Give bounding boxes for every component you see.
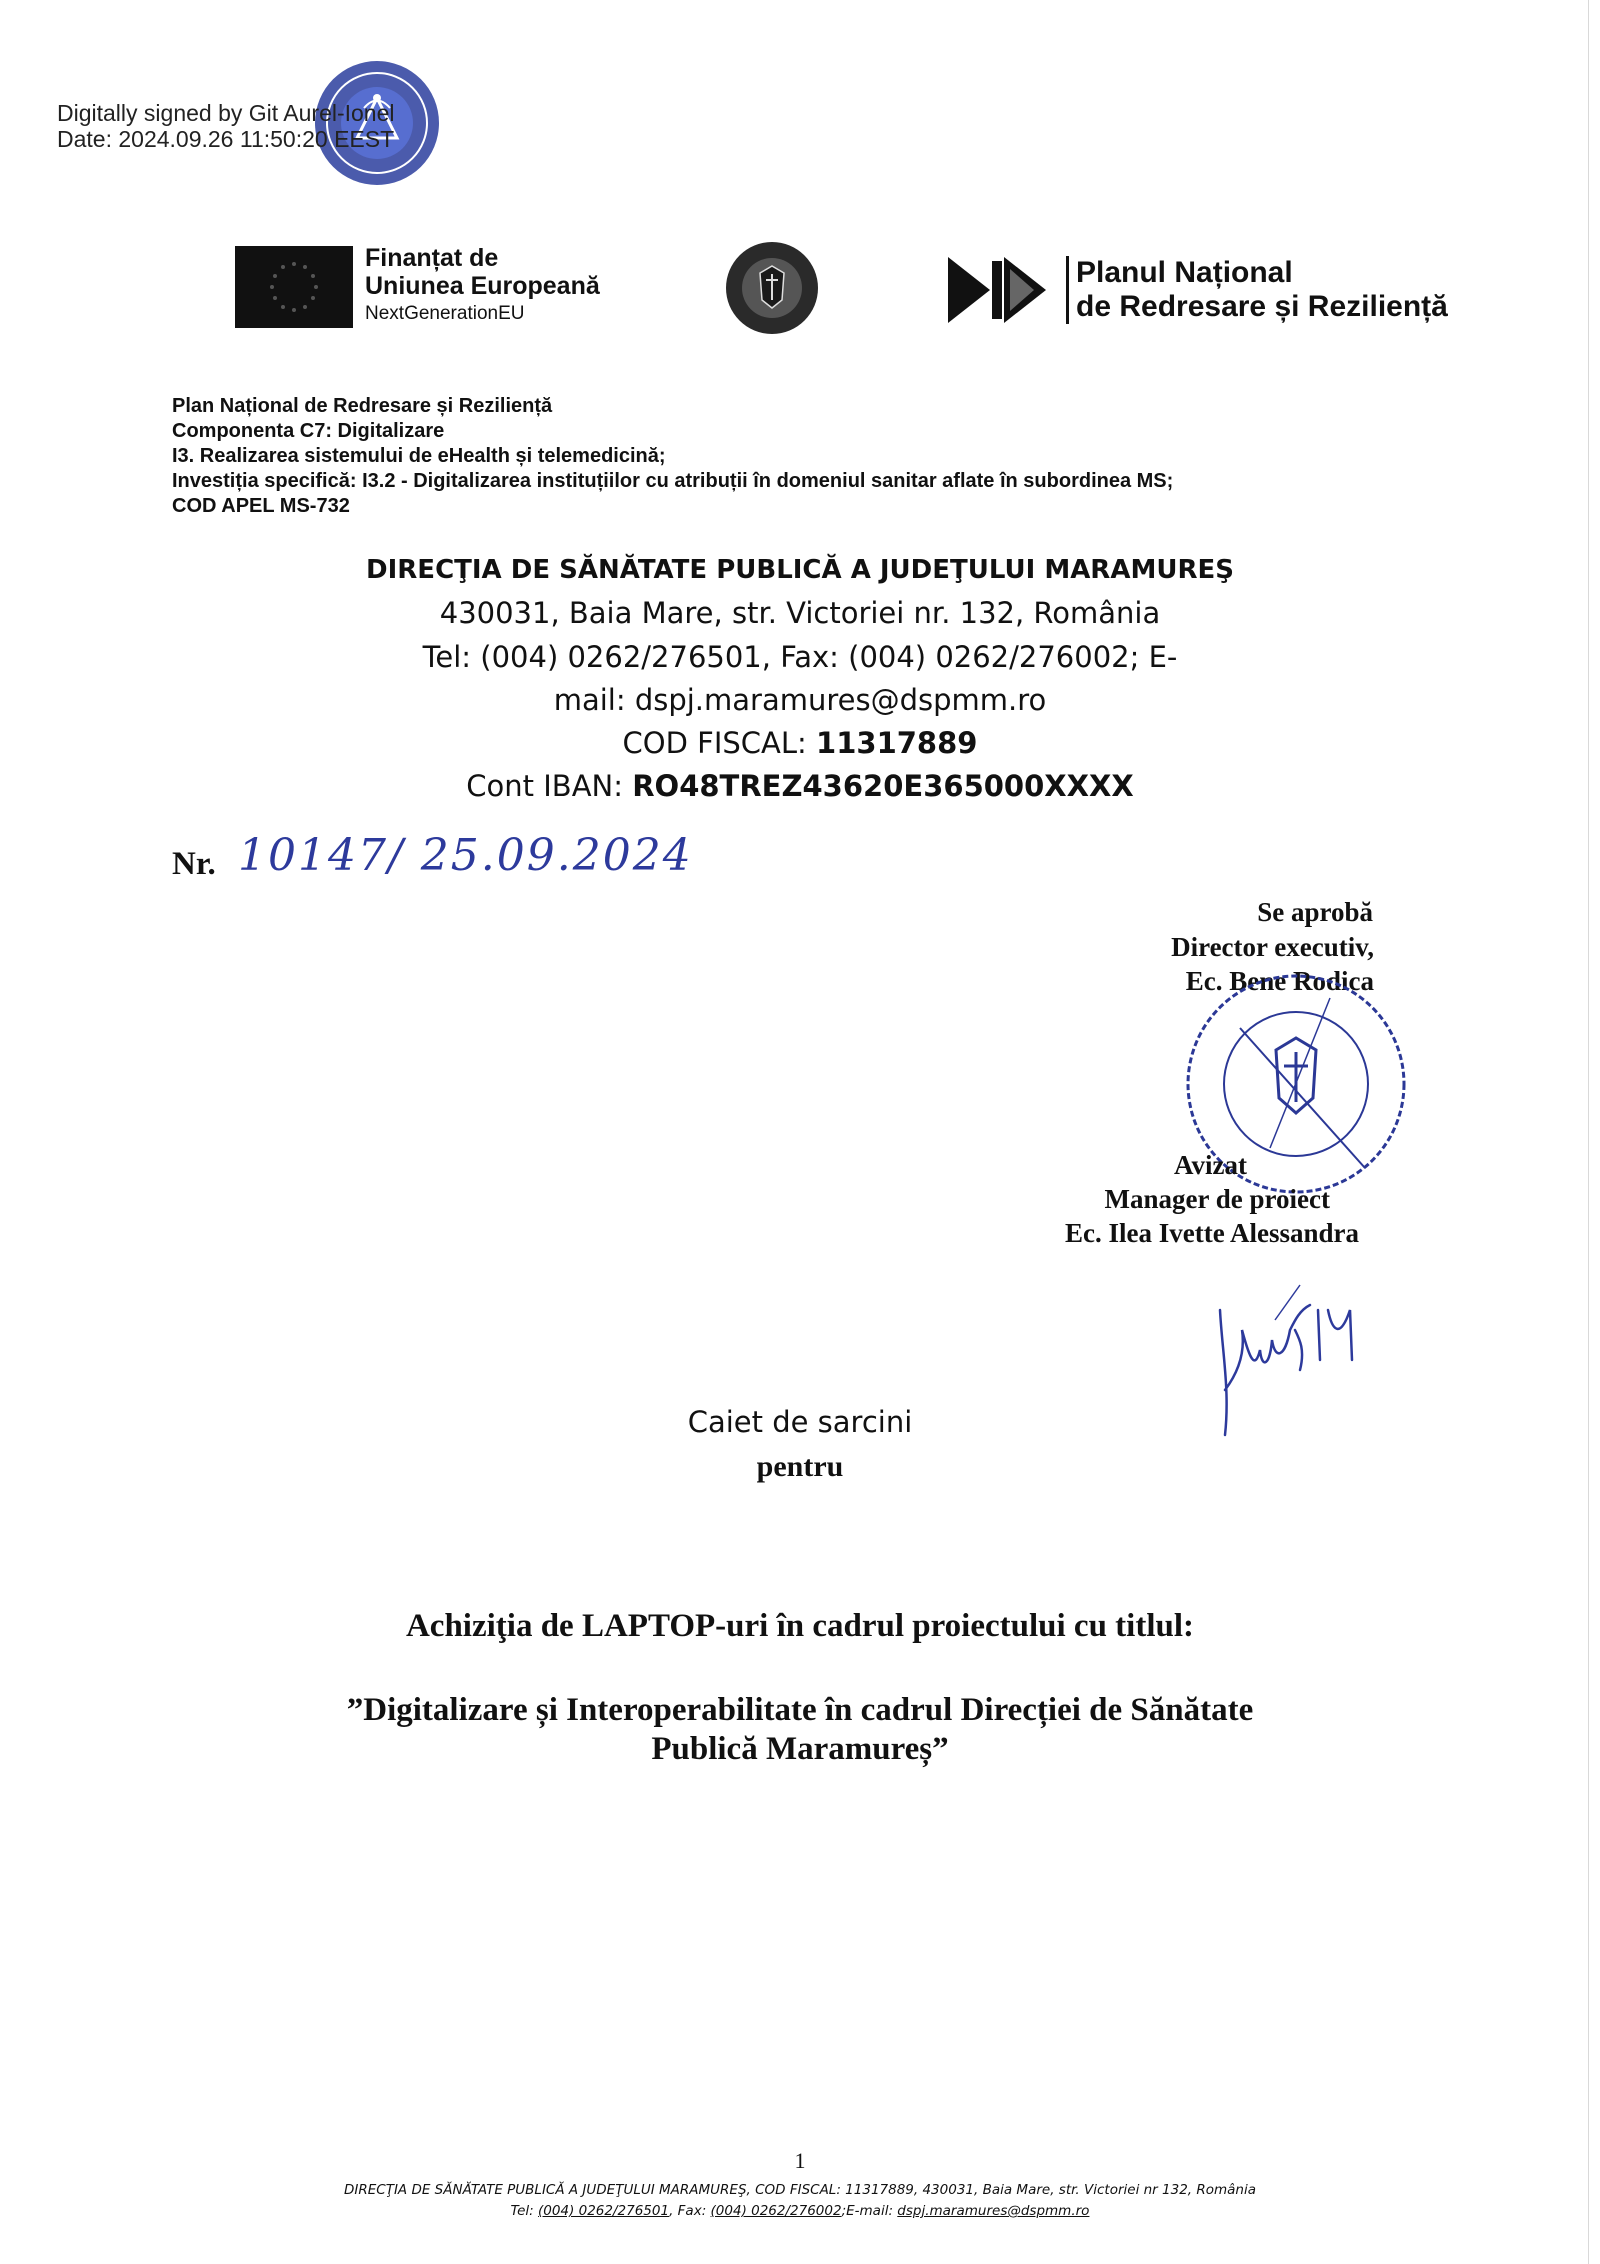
approval-line-6: Ec. Ilea Ivette Alessandra: [1065, 1218, 1359, 1248]
romanian-government-crest-icon: [722, 238, 822, 338]
institution-address: 430031, Baia Mare, str. Victoriei nr. 132, România: [439, 596, 1161, 630]
signature-line-2: Date: 2024.09.26 11:50:20 EEST: [57, 126, 395, 152]
pnrr-line-2: de Redresare și Reziliență: [1076, 290, 1448, 323]
project-title-line-1: ”Digitalizare și Interoperabilitate în cadrul Direcției de Sănătate: [346, 1692, 1254, 1728]
document-subject: Achiziţia de LAPTOP-uri în cadrul proiectului cu titlul:: [405, 1608, 1195, 1644]
signature-line-1: Digitally signed by Git Aurel-Ionel: [57, 100, 395, 126]
project-line: Investiția specifică: I3.2 - Digitalizarea instituțiilor cu atribuții în domeniul sanitar aflate în subordinea MS;: [172, 470, 1174, 492]
project-line: Plan Național de Redresare și Reziliență: [172, 395, 553, 417]
footer-tel-label: Tel:: [510, 2203, 539, 2219]
pnrr-arrows-icon: [948, 255, 1058, 325]
approval-line-3: Ec. Bene Rodica: [1185, 966, 1374, 996]
footer-email-label: ;E-mail:: [841, 2203, 898, 2219]
footer-fax-label: , Fax:: [669, 2203, 711, 2219]
eu-line-1: Finanțat de: [365, 244, 499, 272]
document-title-line-1: Caiet de sarcini: [687, 1405, 913, 1439]
pnrr-line-1: Planul Național: [1076, 256, 1293, 289]
project-header: [172, 394, 1173, 519]
footer-email-link[interactable]: dspj.maramures@dspmm.ro: [897, 2203, 1090, 2219]
eu-logo-text: [365, 244, 600, 328]
footer-line-2: [0, 2203, 1600, 2219]
project-title-line-2: Publică Maramureș”: [651, 1731, 949, 1767]
project-line: COD APEL MS-732: [172, 495, 350, 517]
footer-line-1: DIRECŢIA DE SĂNĂTATE PUBLICĂ A JUDEŢULUI MARAMUREŞ, COD FISCAL: 11317889, 430031, Baia Mare, str. Victoriei nr 132, România: [343, 2182, 1257, 2198]
fiscal-code-value: 11317889: [816, 726, 978, 760]
approval-line-5: Manager de proiect: [1104, 1184, 1330, 1214]
iban-label: Cont IBAN:: [466, 769, 623, 803]
project-line: I3. Realizarea sistemului de eHealth și telemedicină;: [172, 445, 666, 467]
digital-signature-text: [57, 100, 395, 152]
document-title-line-2: pentru: [756, 1450, 844, 1483]
institution-name: DIRECŢIA DE SĂNĂTATE PUBLICĂ A JUDEŢULUI MARAMUREŞ: [366, 555, 1234, 585]
institution-contact-line-1: Tel: (004) 0262/276501, Fax: (004) 0262/276002; E-: [422, 640, 1178, 674]
footer-tel: (004) 0262/276501: [538, 2203, 670, 2219]
pnrr-logo-text: [1076, 256, 1448, 324]
approval-line-2: Director executiv,: [1171, 932, 1374, 962]
page-number: 1: [794, 2148, 806, 2173]
iban-value: RO48TREZ43620E365000XXXX: [632, 769, 1134, 803]
pnrr-divider: [1066, 256, 1069, 324]
approval-line-4: Avizat: [1174, 1150, 1247, 1180]
institution-contact-line-2: mail: dspj.maramures@dspmm.ro: [553, 683, 1047, 717]
institution-iban: [0, 769, 1600, 803]
project-line: Componenta C7: Digitalizare: [172, 420, 445, 442]
registration-label: Nr.: [172, 846, 216, 882]
footer-fax: (004) 0262/276002: [710, 2203, 842, 2219]
page-edge-line: [1588, 0, 1589, 2264]
approval-line-1: Se aprobă: [1257, 897, 1373, 927]
institution-fiscal-code: [0, 726, 1600, 760]
fiscal-code-label: COD FISCAL:: [622, 726, 807, 760]
eu-line-3: NextGenerationEU: [365, 303, 525, 324]
eu-flag-icon: [235, 246, 353, 328]
eu-line-2: Uniunea Europeană: [365, 272, 600, 300]
registration-handwritten-number: 10147/ 25.09.2024: [238, 830, 693, 881]
